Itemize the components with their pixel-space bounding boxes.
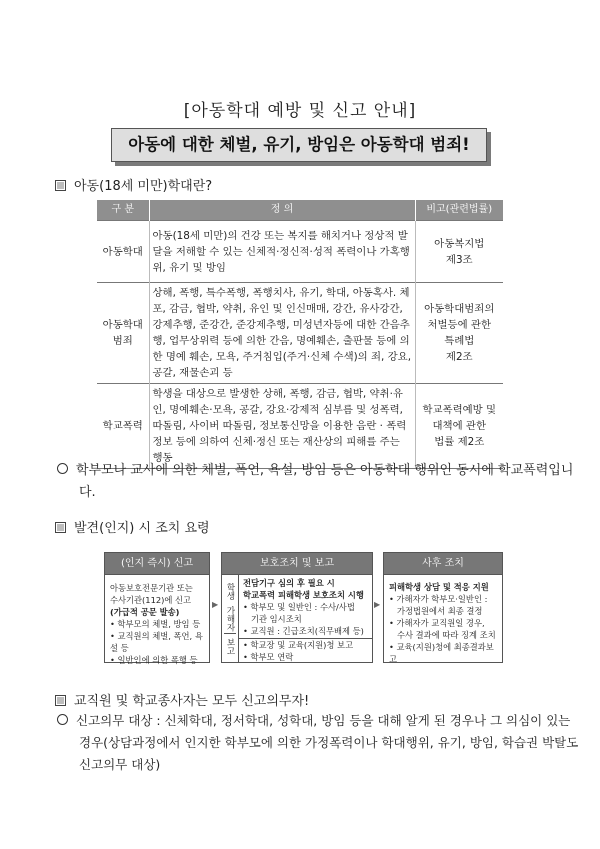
note-reporting-duty xyxy=(57,710,585,776)
flow-line: 수사기관(112)에 신고 xyxy=(110,595,192,605)
flow-box-title: (인지 즉시) 신고 xyxy=(105,553,209,575)
flow-line: 학교폭력 피해학생 보호조치 시행 xyxy=(243,590,364,600)
row-definition: 상해, 폭행, 특수폭행, 폭행치사, 유기, 학대, 아동혹사. 체포, 감금, 협박, 약취, 유인 및 인신매매, 강간, 유사강간, 강제추행, 준강간, 준강제추행, 미성년자등에 대한 간음추행, 업무상위력 등에 의한 간음, 명예훼손, 출판물 등에 의한 명예 훼손, 모욕, 주거침입(주거·신체 수색)의 죄, 강요, 공갈, 재물손괴 등 xyxy=(149,283,415,384)
section-heading-action xyxy=(55,517,210,536)
row-reference: 학교폭력예방 및 대책에 관한 법률 제2조 xyxy=(415,384,503,469)
flow-item: 교육(지원)청에 최종결과보고 xyxy=(389,642,494,664)
flow-box-followup xyxy=(383,552,503,663)
flow-line: 피해학생 상담 및 적응 지원 xyxy=(389,582,489,592)
flow-box-title: 사후 조치 xyxy=(384,553,502,575)
flow-box-body: 전담기구 심의 후 필요 시 학교폭력 피해학생 보호조치 시행 • 학부모 및 일반인 : 수사/사법 기관 임시조치 • 교직원 : 긴급조치(직무배제 등) • 학교장 및 교육(지원)청 보고 • 학부모 연락 xyxy=(239,575,373,665)
flow-item: 교직원의 체벌, 폭언, 욕설 등 xyxy=(110,631,203,653)
square-bullet-icon xyxy=(55,522,66,533)
flow-item: 학부모의 체벌, 방임 등 xyxy=(117,619,201,629)
square-bullet-icon xyxy=(55,180,66,191)
header-category: 구 분 xyxy=(97,200,149,221)
flow-item: 수사 결과에 따라 징계 조치 xyxy=(397,630,496,640)
section-heading-text: 교직원 및 학교종사자는 모두 신고의무자! xyxy=(74,694,310,709)
row-reference: 아동복지법 제3조 xyxy=(415,221,503,283)
header-definition: 정 의 xyxy=(149,200,415,221)
definition-table xyxy=(97,200,503,469)
row-category: 아동학대 xyxy=(97,221,149,283)
table-header-row xyxy=(97,200,503,221)
side-label: 학생 xyxy=(225,582,235,600)
page-title: [아동학대 예방 및 신고 안내] xyxy=(183,101,417,121)
row-definition: 아동(18세 미만)의 건강 또는 복지를 해치거나 정상적 발달을 저해할 수 있는 신체적·정신적·성적 폭력이나 가혹행위, 유기 및 방임 xyxy=(149,221,415,283)
side-label: 가해자 xyxy=(225,606,235,632)
square-bullet-icon xyxy=(55,695,66,706)
row-reference: 아동학대범죄의 처벌등에 관한 특례법 제2조 xyxy=(415,283,503,384)
headline-banner xyxy=(111,128,487,162)
side-label: 보고 xyxy=(224,633,236,658)
note-text: 학부모나 교사에 의한 체벌, 폭언, 욕설, 방임 등은 아동학대 행위인 동시에 학교폭력입니다. xyxy=(76,463,574,500)
row-category: 학교폭력 xyxy=(97,384,149,469)
section-heading-definition xyxy=(55,175,212,194)
flow-item: 가해자가 교직원일 경우, xyxy=(396,618,485,628)
flow-arrow-icon: ▶ xyxy=(374,600,381,609)
flow-box-body: 피해학생 상담 및 적응 지원 • 가해자가 학부모·일반인 : 가정법원에서 최종 결정 • 가해자가 교직원일 경우, 수사 결과에 따라 징계 조치 • 교육(지원)청에 최종결과보고 xyxy=(389,582,496,664)
flow-side-labels xyxy=(222,575,239,662)
circle-bullet-icon xyxy=(57,714,68,725)
section-heading-duty xyxy=(55,690,309,709)
flow-arrow-icon: ▶ xyxy=(212,600,219,609)
flow-line: 전담기구 심의 후 필요 시 xyxy=(243,578,335,588)
row-category: 아동학대 범죄 xyxy=(97,283,149,384)
banner-text: 아동에 대한 체벌, 유기, 방임은 아동학대 범죄! xyxy=(128,135,470,154)
flow-box-body: 아동보호전문기관 또는 수사기관(112)에 신고 (가급적 공문 발송) • 학부모의 체벌, 방임 등 • 교직원의 체벌, 폭언, 욕설 등 • 일반인에 의한 폭행 등 xyxy=(110,583,203,665)
flow-item: 기관 임시조치 xyxy=(251,614,302,624)
flow-line: (가급적 공문 발송) xyxy=(110,607,180,617)
flow-item: 학부모 연락 xyxy=(250,652,294,662)
table-row xyxy=(97,221,503,283)
circle-bullet-icon xyxy=(57,463,68,474)
flow-box-title: 보호조치 및 보고 xyxy=(222,553,372,575)
table-row xyxy=(97,283,503,384)
flow-line: 아동보호전문기관 또는 xyxy=(110,583,193,593)
flow-item: 가해자가 학부모·일반인 : xyxy=(396,594,488,604)
row-definition: 학생을 대상으로 발생한 상해, 폭행, 감금, 협박, 약취·유인, 명예훼손·모욕, 공갈, 강요·강제적 심부름 및 성폭력, 따돌림, 사이버 따돌림, 정보통신망을 이용한 음란 · 폭력 정보 등에 의하여 신체·정신 또는 재산상의 피해를 주는 행동 xyxy=(149,384,415,469)
note-school-violence xyxy=(57,460,579,504)
flow-item: 학부모 및 일반인 : 수사/사법 xyxy=(250,602,355,612)
note-text: 신고의무 대상 : 신체학대, 정서학대, 성학대, 방임 등을 대해 알게 된 경우나 그 의심이 있는 경우(상담과정에서 인지한 학부모에 의한 가정폭력이나 학대행위, 유기, 방임, 학습권 박탈도 신고의무 대상) xyxy=(76,713,579,772)
flow-box-protection xyxy=(221,552,373,663)
flow-box-report xyxy=(104,552,210,663)
table-row xyxy=(97,384,503,469)
section-heading-text: 아동(18세 미만)학대란? xyxy=(74,179,213,194)
flow-item: 교직원 : 긴급조치(직무배제 등) xyxy=(250,626,364,636)
header-reference: 비고(관련법률) xyxy=(415,200,503,221)
section-heading-text: 발견(인지) 시 조치 요령 xyxy=(74,521,210,536)
flow-item: 일반인에 의한 폭행 등 xyxy=(117,655,198,665)
flow-item: 가정법원에서 최종 결정 xyxy=(397,606,483,616)
flow-item: 학교장 및 교육(지원)청 보고 xyxy=(250,640,354,650)
